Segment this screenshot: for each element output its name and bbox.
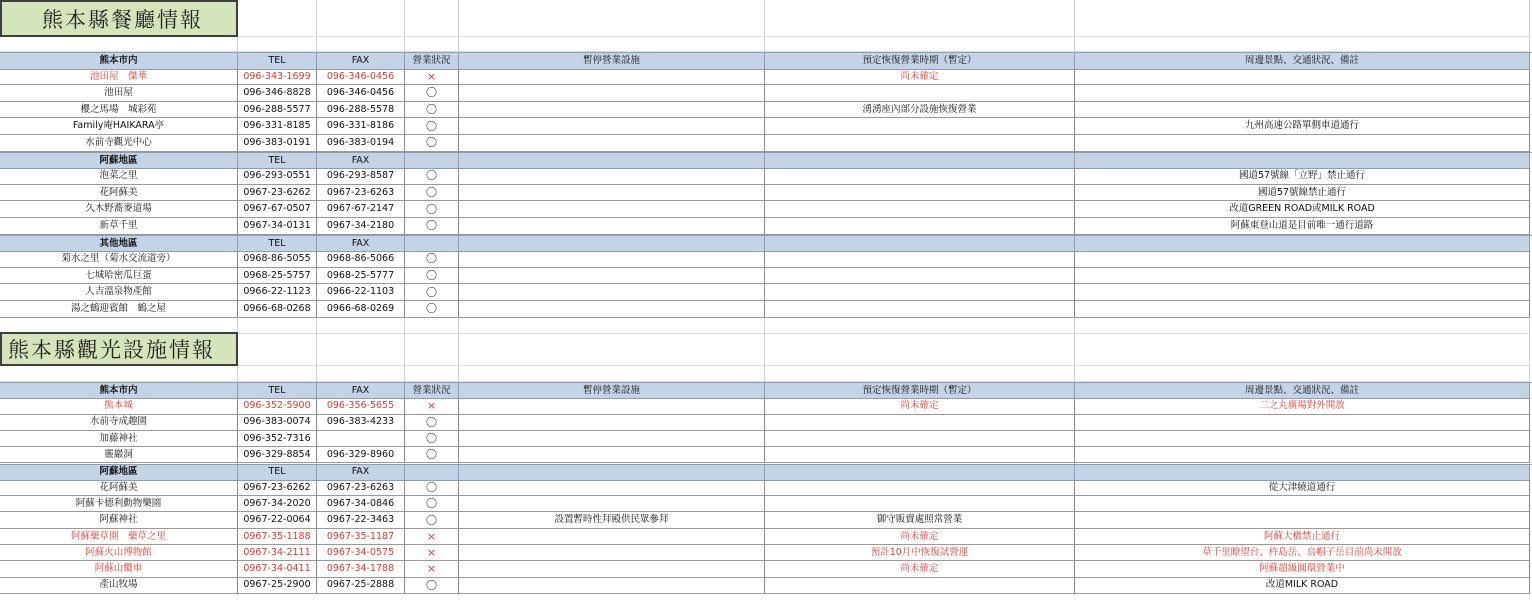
- facilities-group-0-row-1-cell-2[interactable]: 096-383-4233: [317, 415, 405, 431]
- restaurants-group-0-row-0-cell-4[interactable]: [459, 69, 765, 86]
- facilities-group-1-row-5-cell-3[interactable]: ×: [405, 561, 459, 577]
- restaurants-group-0-header-cell-1[interactable]: TEL: [238, 53, 317, 70]
- restaurants-group-0-row-3-cell-6[interactable]: 九州高速公路單側車道通行: [1075, 118, 1530, 135]
- restaurants-group-1-row-2-cell-3[interactable]: 〇: [405, 201, 459, 218]
- table-row: [0, 512, 1532, 528]
- restaurants-group-1-row-1-cell-2[interactable]: 0967-23-6263: [317, 185, 405, 202]
- restaurants-group-0-row-4-cell-1[interactable]: 096-383-0191: [238, 135, 317, 152]
- restaurants-spacer-cell-0[interactable]: [0, 37, 238, 52]
- facilities-group-1-row-0-cell-1[interactable]: 0967-23-6262: [238, 480, 317, 496]
- table-row: [0, 301, 1532, 318]
- facilities-group-0-row-0-cell-1[interactable]: 096-352-5900: [238, 398, 317, 414]
- restaurants-group-1-row-2-cell-4[interactable]: [459, 201, 765, 218]
- restaurants-group-0-row-0-cell-6[interactable]: [1075, 69, 1530, 86]
- restaurants-group-2-row-2-cell-4[interactable]: [459, 284, 765, 301]
- restaurants-group-2-row-0-cell-3[interactable]: 〇: [405, 251, 459, 268]
- restaurants-group-0-row-4-cell-3[interactable]: 〇: [405, 135, 459, 152]
- restaurants-group-1-row-2-cell-1[interactable]: 0967-67-0507: [238, 201, 317, 218]
- facilities-group-1-row-1-cell-0[interactable]: 阿蘇卡德利動物樂園: [0, 496, 238, 512]
- restaurants-group-1-row-2-cell-2[interactable]: 0967-67-2147: [317, 201, 405, 218]
- facilities-group-0-row-2-cell-4[interactable]: [459, 431, 765, 447]
- facilities-section-cell-5[interactable]: [765, 332, 1075, 366]
- restaurants-group-0-row-2-cell-4[interactable]: [459, 102, 765, 119]
- facilities-group-0-header-cell-5[interactable]: 預定恢復營業時期（暫定）: [765, 383, 1075, 399]
- restaurants-group-0-row-0-cell-0[interactable]: 池田屋 傑華: [0, 69, 238, 86]
- restaurants-group-1-row-3-cell-4[interactable]: [459, 218, 765, 235]
- restaurants-group-1-row-3-cell-1[interactable]: 0967-34-0131: [238, 218, 317, 235]
- restaurants-group-2-row-0-cell-2[interactable]: 0968-86-5066: [317, 251, 405, 268]
- facilities-group-0-row-3-cell-2[interactable]: 096-329-8960: [317, 447, 405, 463]
- table-row: [0, 480, 1532, 496]
- facilities-group-1-row-5-cell-4[interactable]: [459, 561, 765, 577]
- facilities-group-0-row-1-cell-3[interactable]: 〇: [405, 415, 459, 431]
- restaurants-group-0-row-0-cell-2[interactable]: 096-346-0456: [317, 69, 405, 86]
- restaurants-group-1-header-cell-2[interactable]: FAX: [317, 153, 405, 170]
- restaurants-group-1-header-cell-6[interactable]: [1075, 153, 1530, 170]
- facilities-group-1-row-1-cell-4[interactable]: [459, 496, 765, 512]
- restaurants-group-2-header-cell-3[interactable]: [405, 236, 459, 253]
- restaurants-group-0-row-3-cell-2[interactable]: 096-331-8186: [317, 118, 405, 135]
- restaurants-group-0-row-0-cell-5[interactable]: 尚未確定: [765, 69, 1075, 86]
- facilities-section-cell-6[interactable]: [1075, 332, 1530, 366]
- restaurants-group-0-row-1-cell-3[interactable]: 〇: [405, 85, 459, 102]
- facilities-section: [0, 332, 1532, 366]
- restaurants-group-0-row-3-cell-3[interactable]: 〇: [405, 118, 459, 135]
- facilities-group-0-row-1-cell-6[interactable]: [1075, 415, 1530, 431]
- restaurants-group-0-row-1-cell-0[interactable]: 池田屋: [0, 85, 238, 102]
- facilities-group-1-row-4-cell-6[interactable]: 草千里瞭望台、杵島岳、烏帽子岳目前尚未開放: [1075, 545, 1530, 561]
- restaurants-section-cell-1[interactable]: [238, 0, 317, 37]
- restaurants-spacer-cell-6[interactable]: [1075, 37, 1530, 52]
- restaurants-section-cell-3[interactable]: [405, 0, 459, 37]
- facilities-group-0-header-cell-2[interactable]: FAX: [317, 383, 405, 399]
- facilities-group-1-row-0-cell-0[interactable]: 花阿蘇美: [0, 480, 238, 496]
- restaurants-group-2-row-1-cell-3[interactable]: 〇: [405, 268, 459, 285]
- facilities-group-1-row-4-cell-5[interactable]: 預計10月中恢復試營運: [765, 545, 1075, 561]
- facilities-group-1-row-2-cell-6[interactable]: [1075, 512, 1530, 528]
- restaurants-group-0-row-3-cell-1[interactable]: 096-331-8185: [238, 118, 317, 135]
- restaurants-group-0-row-2-cell-2[interactable]: 096-288-5578: [317, 102, 405, 119]
- facilities-spacer-cell-5[interactable]: [765, 366, 1075, 382]
- restaurants-group-2-row-2-cell-0[interactable]: 人吉溫泉物產館: [0, 284, 238, 301]
- restaurants-group-2-row-3-cell-4[interactable]: [459, 301, 765, 318]
- facilities-group-0-row-1-cell-4[interactable]: [459, 415, 765, 431]
- table-row: [0, 268, 1532, 285]
- facilities-group-1-row-3-cell-4[interactable]: [459, 529, 765, 545]
- facilities-group-1-row-2-cell-4[interactable]: 設置暫時性拜殿供民眾參拜: [459, 512, 765, 528]
- restaurants-group-0-row-4-cell-2[interactable]: 096-383-0194: [317, 135, 405, 152]
- restaurants-group-1-row-3-cell-5[interactable]: [765, 218, 1075, 235]
- table-row: [0, 102, 1532, 119]
- restaurants-section: [0, 0, 1532, 37]
- facilities-group-1-row-5-cell-0[interactable]: 阿蘇山纜車: [0, 561, 238, 577]
- facilities-group-1-row-2-cell-5[interactable]: 御守販賣處照常營業: [765, 512, 1075, 528]
- restaurants-group-2-row-3-cell-5[interactable]: [765, 301, 1075, 318]
- facilities-group-1-row-5-cell-2[interactable]: 0967-34-1788: [317, 561, 405, 577]
- facilities-group-0-row-3-cell-3[interactable]: 〇: [405, 447, 459, 463]
- facilities-group-0-row-2-cell-2[interactable]: [317, 431, 405, 447]
- facilities-section-cell-1[interactable]: [238, 332, 317, 366]
- table-row: [0, 496, 1532, 512]
- facilities-group-0-row-0-cell-3[interactable]: ×: [405, 398, 459, 414]
- facilities-group-0-row-0-cell-0[interactable]: 熊本城: [0, 398, 238, 414]
- facilities-group-1-row-1-cell-2[interactable]: 0967-34-0846: [317, 496, 405, 512]
- restaurants-group-1-row-2-cell-6[interactable]: 改道GREEN ROAD或MILK ROAD: [1075, 201, 1530, 218]
- facilities-group-1-row-6-cell-3[interactable]: 〇: [405, 578, 459, 594]
- facilities-group-1-row-5-cell-6[interactable]: 阿蘇超級圓環營業中: [1075, 561, 1530, 577]
- table-row: [0, 398, 1532, 414]
- restaurants-group-0-row-2-cell-3[interactable]: 〇: [405, 102, 459, 119]
- facilities-group-1-row-0-cell-6[interactable]: 從大津繞道通行: [1075, 480, 1530, 496]
- facilities-group-0-row-3-cell-6[interactable]: [1075, 447, 1530, 463]
- facilities-group-0-header-cell-0[interactable]: 熊本市内: [0, 383, 238, 399]
- facilities-group-1-row-3-cell-3[interactable]: ×: [405, 529, 459, 545]
- restaurants-group-0-row-1-cell-5[interactable]: [765, 85, 1075, 102]
- restaurants-spacer-cell-4[interactable]: [459, 37, 765, 52]
- facilities-group-1-header-cell-0[interactable]: 阿蘇地區: [0, 465, 238, 481]
- facilities-group-1-header-cell-1[interactable]: TEL: [238, 465, 317, 481]
- restaurants-group-2-row-0-cell-0[interactable]: 菊水之里（菊水交流道旁）: [0, 251, 238, 268]
- facilities-group-1-row-2-cell-0[interactable]: 阿蘇神社: [0, 512, 238, 528]
- facilities-group-1-row-0-cell-4[interactable]: [459, 480, 765, 496]
- facilities-group-0-row-3-cell-5[interactable]: [765, 447, 1075, 463]
- table-row: [0, 135, 1532, 152]
- restaurants-group-2-row-0-cell-6[interactable]: [1075, 251, 1530, 268]
- restaurants-section-cell-2[interactable]: [317, 0, 405, 37]
- restaurants-group-0-header-cell-6[interactable]: 周邊景點、交通狀況、備註: [1075, 53, 1530, 70]
- restaurants-group-1-row-0-cell-0[interactable]: 泡菜之里: [0, 168, 238, 185]
- table-row: [0, 185, 1532, 202]
- restaurants-section-title: 熊本縣餐廳情報: [0, 0, 238, 37]
- restaurants-spacer-cell-3[interactable]: [405, 37, 459, 52]
- restaurants-group-0-row-2-cell-5[interactable]: 湧湧座內部分設施恢復營業: [765, 102, 1075, 119]
- facilities-group-1-row-2-cell-1[interactable]: 0967-22-0064: [238, 512, 317, 528]
- restaurants-group-2-row-1-cell-4[interactable]: [459, 268, 765, 285]
- restaurants-group-1-row-1-cell-1[interactable]: 0967-23-6262: [238, 185, 317, 202]
- facilities-group-0-header-cell-6[interactable]: 周邊景點、交通狀況、備註: [1075, 383, 1530, 399]
- facilities-group-1-row-0-cell-2[interactable]: 0967-23-6263: [317, 480, 405, 496]
- facilities-group-1-header-cell-3[interactable]: [405, 465, 459, 481]
- facilities-group-1-header: [0, 464, 1532, 481]
- restaurants-group-2-header-cell-2[interactable]: FAX: [317, 236, 405, 253]
- facilities-spacer-cell-2[interactable]: [317, 366, 405, 382]
- restaurants-group-0-row-0-cell-3[interactable]: ×: [405, 69, 459, 86]
- facilities-group-0-row-2-cell-3[interactable]: 〇: [405, 431, 459, 447]
- facilities-group-0-row-2-cell-0[interactable]: 加藤神社: [0, 431, 238, 447]
- restaurants-group-0-row-1-cell-2[interactable]: 096-346-0456: [317, 85, 405, 102]
- facilities-group-1-row-6-cell-2[interactable]: 0967-25-2888: [317, 578, 405, 594]
- restaurants-group-1-row-3-cell-0[interactable]: 新草千里: [0, 218, 238, 235]
- facilities-group-0-row-1-cell-1[interactable]: 096-383-0074: [238, 415, 317, 431]
- facilities-group-1-row-6-cell-0[interactable]: 產山牧場: [0, 578, 238, 594]
- facilities-group-1-row-1-cell-6[interactable]: [1075, 496, 1530, 512]
- restaurants-group-0-header: [0, 52, 1532, 70]
- restaurants-group-2-row-1-cell-2[interactable]: 0968-25-5777: [317, 268, 405, 285]
- facilities-group-0-row-0-cell-6[interactable]: 二之丸廣場對外開放: [1075, 398, 1530, 414]
- facilities-group-1-header-cell-4[interactable]: [459, 465, 765, 481]
- table-row: [0, 69, 1532, 86]
- restaurants-group-2-header-cell-0[interactable]: 其他地區: [0, 236, 238, 253]
- facilities-group-1-row-4-cell-2[interactable]: 0967-34-0575: [317, 545, 405, 561]
- restaurants-group-2-row-1-cell-5[interactable]: [765, 268, 1075, 285]
- facilities-spacer-cell-1[interactable]: [238, 366, 317, 382]
- facilities-group-1-row-0-cell-3[interactable]: 〇: [405, 480, 459, 496]
- facilities-group-1-row-6-cell-1[interactable]: 0967-25-2900: [238, 578, 317, 594]
- facilities-group-1-row-3-cell-0[interactable]: 阿蘇藥草園 藥草之里: [0, 529, 238, 545]
- restaurants-group-2-row-2-cell-2[interactable]: 0966-22-1103: [317, 284, 405, 301]
- facilities-group-0-header-cell-3[interactable]: 營業狀況: [405, 383, 459, 399]
- facilities-group-1-row-4-cell-4[interactable]: [459, 545, 765, 561]
- restaurants-group-1-header: [0, 152, 1532, 170]
- restaurants-group-1-row-0-cell-6[interactable]: 國道57號線「立野」禁止通行: [1075, 168, 1530, 185]
- facilities-group-0-row-3-cell-0[interactable]: 靈巖洞: [0, 447, 238, 463]
- restaurants-group-0-row-1-cell-6[interactable]: [1075, 85, 1530, 102]
- restaurants-group-2-row-1-cell-1[interactable]: 0968-25-5757: [238, 268, 317, 285]
- restaurants-group-0-row-4-cell-6[interactable]: [1075, 135, 1530, 152]
- restaurants-group-1-row-1-cell-0[interactable]: 花阿蘇美: [0, 185, 238, 202]
- facilities-group-0-row-3-cell-4[interactable]: [459, 447, 765, 463]
- facilities-group-0-header-cell-1[interactable]: TEL: [238, 383, 317, 399]
- restaurants-group-1-row-3-cell-3[interactable]: 〇: [405, 218, 459, 235]
- restaurants-group-0-row-0-cell-1[interactable]: 096-343-1699: [238, 69, 317, 86]
- restaurants-group-2-header-cell-5[interactable]: [765, 236, 1075, 253]
- restaurants-group-0-header-cell-3[interactable]: 營業狀況: [405, 53, 459, 70]
- facilities-group-1-row-0-cell-5[interactable]: [765, 480, 1075, 496]
- restaurants-group-0-row-3-cell-4[interactable]: [459, 118, 765, 135]
- restaurants-group-0-header-cell-0[interactable]: 熊本市内: [0, 53, 238, 70]
- restaurants-group-2-row-3-cell-3[interactable]: 〇: [405, 301, 459, 318]
- table-row: [0, 284, 1532, 301]
- restaurants-group-2-header-cell-6[interactable]: [1075, 236, 1530, 253]
- restaurants-spacer-cell-1[interactable]: [238, 37, 317, 52]
- restaurants-group-1-header-cell-0[interactable]: 阿蘇地區: [0, 153, 238, 170]
- facilities-group-0-row-0-cell-2[interactable]: 096-356-5655: [317, 398, 405, 414]
- restaurants-group-2-header-cell-4[interactable]: [459, 236, 765, 253]
- restaurants-group-1-header-cell-5[interactable]: [765, 153, 1075, 170]
- restaurants-group-2-row-0-cell-5[interactable]: [765, 251, 1075, 268]
- restaurants-group-0-row-4-cell-0[interactable]: 水前寺觀光中心: [0, 135, 238, 152]
- restaurants-group-0-row-3-cell-0[interactable]: Family庵HAIKARA亭: [0, 118, 238, 135]
- table-row: [0, 431, 1532, 447]
- facilities-group-1-row-2-cell-3[interactable]: 〇: [405, 512, 459, 528]
- restaurants-group-2-row-3-cell-2[interactable]: 0966-68-0269: [317, 301, 405, 318]
- facilities-group-1-row-3-cell-2[interactable]: 0967-35-1187: [317, 529, 405, 545]
- restaurants-spacer-cell-5[interactable]: [765, 37, 1075, 52]
- table-row: [0, 251, 1532, 268]
- restaurants-group-1-row-0-cell-1[interactable]: 096-293-0551: [238, 168, 317, 185]
- restaurants-spacer: [0, 37, 1532, 52]
- facilities-group-1-row-5-cell-1[interactable]: 0967-34-0411: [238, 561, 317, 577]
- restaurants-group-0-row-2-cell-0[interactable]: 櫻之馬場 城彩苑: [0, 102, 238, 119]
- restaurants-group-2-row-1-cell-6[interactable]: [1075, 268, 1530, 285]
- facilities-section-cell-3[interactable]: [405, 332, 459, 366]
- facilities-group-1-row-6-cell-5[interactable]: [765, 578, 1075, 594]
- restaurants-group-1-row-0-cell-5[interactable]: [765, 168, 1075, 185]
- restaurants-group-0-row-3-cell-5[interactable]: [765, 118, 1075, 135]
- table-row: [0, 85, 1532, 102]
- restaurants-group-1-row-1-cell-3[interactable]: 〇: [405, 185, 459, 202]
- table-row: [0, 218, 1532, 235]
- restaurants-section-cell-4[interactable]: [459, 0, 765, 37]
- facilities-group-1-row-1-cell-5[interactable]: [765, 496, 1075, 512]
- facilities-group-1-row-5-cell-5[interactable]: 尚未確定: [765, 561, 1075, 577]
- restaurants-group-2-row-2-cell-5[interactable]: [765, 284, 1075, 301]
- table-row: [0, 545, 1532, 561]
- facilities-group-0-row-2-cell-1[interactable]: 096-352-7316: [238, 431, 317, 447]
- facilities-spacer: [0, 366, 1532, 382]
- facilities-section-cell-2[interactable]: [317, 332, 405, 366]
- restaurants-group-0-row-4-cell-4[interactable]: [459, 135, 765, 152]
- restaurants-group-2-row-2-cell-3[interactable]: 〇: [405, 284, 459, 301]
- restaurants-group-2-row-2-cell-1[interactable]: 0966-22-1123: [238, 284, 317, 301]
- facilities-group-1-row-4-cell-3[interactable]: ×: [405, 545, 459, 561]
- restaurants-group-2-header-cell-1[interactable]: TEL: [238, 236, 317, 253]
- restaurants-group-1-row-3-cell-2[interactable]: 0967-34-2180: [317, 218, 405, 235]
- facilities-spacer-cell-4[interactable]: [459, 366, 765, 382]
- facilities-group-0-header: [0, 382, 1532, 399]
- restaurants-group-1-header-cell-1[interactable]: TEL: [238, 153, 317, 170]
- restaurants-section-cell-5[interactable]: [765, 0, 1075, 37]
- facilities-section-cell-4[interactable]: [459, 332, 765, 366]
- restaurants-group-2-row-0-cell-1[interactable]: 0968-86-5055: [238, 251, 317, 268]
- restaurants-group-2-row-2-cell-6[interactable]: [1075, 284, 1530, 301]
- restaurants-group-0-header-cell-2[interactable]: FAX: [317, 53, 405, 70]
- facilities-spacer-cell-3[interactable]: [405, 366, 459, 382]
- table-row: [0, 415, 1532, 431]
- restaurants-group-0-row-4-cell-5[interactable]: [765, 135, 1075, 152]
- restaurants-group-2-header: [0, 235, 1532, 253]
- facilities-group-1-row-3-cell-6[interactable]: 阿蘇大橋禁止通行: [1075, 529, 1530, 545]
- restaurants-spacer-cell-2[interactable]: [317, 37, 405, 52]
- restaurants-group-1-row-0-cell-2[interactable]: 096-293-8587: [317, 168, 405, 185]
- restaurants-group-1-row-0-cell-3[interactable]: 〇: [405, 168, 459, 185]
- facilities-group-1-row-6-cell-4[interactable]: [459, 578, 765, 594]
- restaurants-group-1-header-cell-3[interactable]: [405, 153, 459, 170]
- table-row: [0, 529, 1532, 545]
- facilities-group-0-row-3-cell-1[interactable]: 096-329-8854: [238, 447, 317, 463]
- facilities-group-1-row-3-cell-1[interactable]: 0967-35-1188: [238, 529, 317, 545]
- table-row: [0, 201, 1532, 218]
- table-row: [0, 578, 1532, 594]
- restaurants-group-0-header-cell-5[interactable]: 預定恢復營業時期（暫定）: [765, 53, 1075, 70]
- facilities-group-1-row-1-cell-1[interactable]: 0967-34-2020: [238, 496, 317, 512]
- restaurants-group-0-row-1-cell-4[interactable]: [459, 85, 765, 102]
- restaurants-group-1-row-1-cell-5[interactable]: [765, 185, 1075, 202]
- restaurants-group-0-header-cell-4[interactable]: 暫停營業設施: [459, 53, 765, 70]
- facilities-group-1-header-cell-5[interactable]: [765, 465, 1075, 481]
- facilities-group-0-row-2-cell-5[interactable]: [765, 431, 1075, 447]
- facilities-group-1-row-4-cell-1[interactable]: 0967-34-2111: [238, 545, 317, 561]
- facilities-group-1-row-3-cell-5[interactable]: 尚未確定: [765, 529, 1075, 545]
- restaurants-group-1-row-3-cell-6[interactable]: 阿蘇東登山道是目前唯一通行道路: [1075, 218, 1530, 235]
- facilities-spacer-cell-6[interactable]: [1075, 366, 1530, 382]
- facilities-section-title: 熊本縣觀光設施情報: [0, 332, 238, 366]
- facilities-group-0-row-1-cell-5[interactable]: [765, 415, 1075, 431]
- restaurants-group-0-row-2-cell-1[interactable]: 096-288-5577: [238, 102, 317, 119]
- facilities-group-0-row-0-cell-4[interactable]: [459, 398, 765, 414]
- facilities-group-1-header-cell-6[interactable]: [1075, 465, 1530, 481]
- table-row: [0, 447, 1532, 463]
- facilities-group-0-row-0-cell-5[interactable]: 尚未確定: [765, 398, 1075, 414]
- restaurants-group-1-row-0-cell-4[interactable]: [459, 168, 765, 185]
- restaurants-group-0-row-1-cell-1[interactable]: 096-346-8828: [238, 85, 317, 102]
- facilities-group-1-row-4-cell-0[interactable]: 阿蘇火山博物館: [0, 545, 238, 561]
- restaurants-group-1-row-1-cell-6[interactable]: 國道57號線禁止通行: [1075, 185, 1530, 202]
- table-row: [0, 118, 1532, 135]
- restaurants-group-1-row-2-cell-0[interactable]: 久木野蕎麥道場: [0, 201, 238, 218]
- facilities-group-1-header-cell-2[interactable]: FAX: [317, 465, 405, 481]
- facilities-group-1-row-1-cell-3[interactable]: 〇: [405, 496, 459, 512]
- restaurants-group-2-row-0-cell-4[interactable]: [459, 251, 765, 268]
- table-row: [0, 561, 1532, 577]
- restaurants-group-2-row-3-cell-0[interactable]: 湯之鶴迎賓館 鶴之屋: [0, 301, 238, 318]
- facilities-group-0-header-cell-4[interactable]: 暫停營業設施: [459, 383, 765, 399]
- restaurants-group-0-row-2-cell-6[interactable]: [1075, 102, 1530, 119]
- restaurants-section-cell-6[interactable]: [1075, 0, 1530, 37]
- restaurants-group-1-header-cell-4[interactable]: [459, 153, 765, 170]
- facilities-group-0-row-2-cell-6[interactable]: [1075, 431, 1530, 447]
- facilities-group-0-row-1-cell-0[interactable]: 水前寺成趣園: [0, 415, 238, 431]
- table-row: [0, 168, 1532, 185]
- facilities-spacer-cell-0[interactable]: [0, 366, 238, 382]
- restaurants-group-2-row-3-cell-1[interactable]: 0966-68-0268: [238, 301, 317, 318]
- restaurants-group-2-row-3-cell-6[interactable]: [1075, 301, 1530, 318]
- restaurants-group-2-row-1-cell-0[interactable]: 七城哈密瓜巨蛋: [0, 268, 238, 285]
- restaurants-group-1-row-2-cell-5[interactable]: [765, 201, 1075, 218]
- restaurants-group-1-row-1-cell-4[interactable]: [459, 185, 765, 202]
- facilities-group-1-row-6-cell-6[interactable]: 改道MILK ROAD: [1075, 578, 1530, 594]
- facilities-group-1-row-2-cell-2[interactable]: 0967-22-3463: [317, 512, 405, 528]
